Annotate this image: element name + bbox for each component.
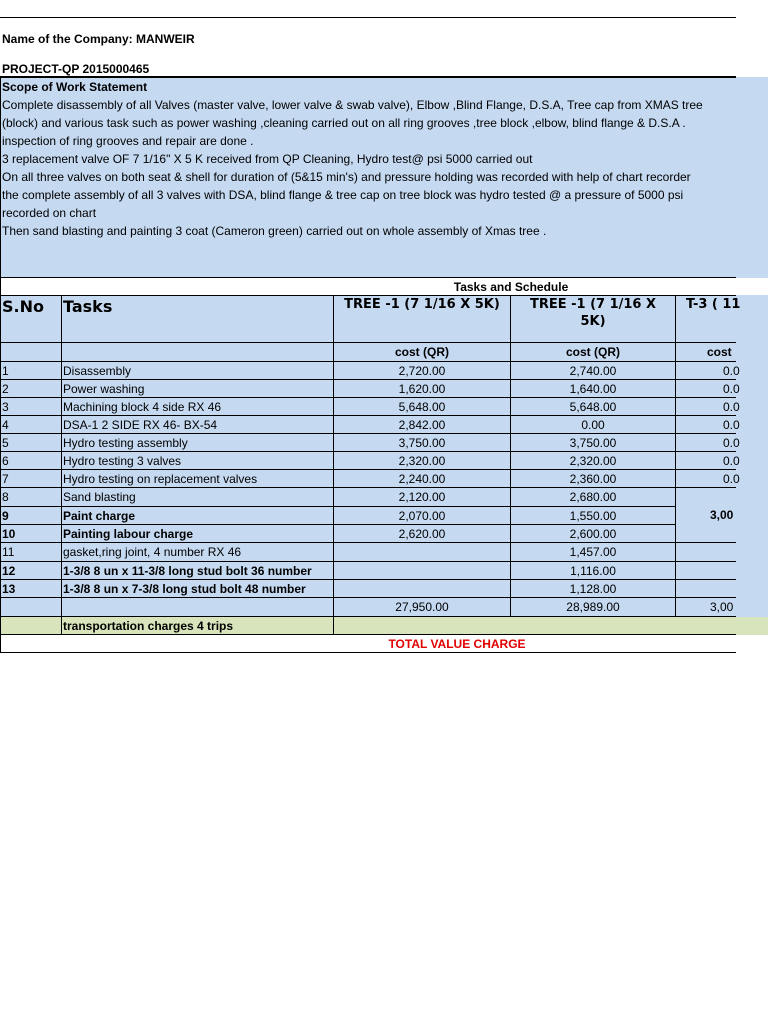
row-cost-b: 1,550.00 bbox=[569, 509, 617, 523]
row-cost-a: 2,842.00 bbox=[398, 418, 446, 432]
grid-line bbox=[0, 597, 736, 598]
row-cost-a: 2,320.00 bbox=[398, 454, 446, 468]
grid-line bbox=[0, 433, 736, 434]
row-cost-a: 2,240.00 bbox=[398, 472, 446, 486]
cost-header-a: cost (QR) bbox=[395, 345, 449, 359]
header-sno: S.No bbox=[2, 297, 44, 316]
grid-line bbox=[0, 397, 736, 398]
merged-cost-c: 3,00 bbox=[710, 508, 734, 522]
grid-line bbox=[510, 295, 511, 617]
table-title: Tasks and Schedule bbox=[453, 280, 569, 294]
grid-line bbox=[0, 616, 736, 617]
row-cost-c: 0.0 bbox=[723, 472, 740, 486]
header-t3: T-3 ( 11 bbox=[686, 297, 741, 312]
header-tree1-a: TREE -1 (7 1/16 X 5K) bbox=[344, 297, 500, 312]
row-sno: 1 bbox=[2, 364, 9, 378]
row-cost-a: 1,620.00 bbox=[398, 382, 446, 396]
scope-line: inspection of ring grooves and repair are done . bbox=[2, 134, 254, 148]
row-cost-b: 0.00 bbox=[581, 418, 605, 432]
row-cost-b: 1,116.00 bbox=[570, 564, 616, 578]
scope-line: On all three valves on both seat & shell for duration of (5&15 min's) and pressure holding was recorded with help of chart recorder bbox=[2, 170, 691, 184]
cost-header-b: cost (QR) bbox=[566, 345, 620, 359]
transport-label: transportation charges 4 trips bbox=[63, 619, 234, 633]
scope-line: 3 replacement valve OF 7 1/16" X 5 K received from QP Cleaning, Hydro test@ psi 5000 carried out bbox=[2, 152, 533, 166]
grid-line bbox=[0, 524, 676, 525]
row-task: Power washing bbox=[63, 382, 145, 396]
row-task: Hydro testing assembly bbox=[63, 436, 188, 450]
row-sno: 4 bbox=[2, 418, 9, 432]
scope-line: the complete assembly of all 3 valves with DSA, blind flange & tree cap on tree block was hydro tested @ a pressure of 5000 psi bbox=[2, 188, 684, 202]
row-sno: 7 bbox=[2, 472, 9, 486]
row-cost-b: 2,680.00 bbox=[569, 490, 617, 504]
grid-line bbox=[0, 277, 1, 653]
top-border bbox=[0, 17, 736, 18]
grid-line bbox=[0, 561, 736, 562]
row-cost-b: 5,648.00 bbox=[569, 400, 617, 414]
grid-line bbox=[0, 487, 736, 488]
grid-line bbox=[675, 295, 676, 617]
grid-line bbox=[0, 652, 736, 653]
row-cost-b: 1,640.00 bbox=[569, 382, 617, 396]
row-task: DSA-1 2 SIDE RX 46- BX-54 bbox=[63, 418, 218, 432]
total-c: 3,00 bbox=[710, 600, 734, 614]
row-task: 1-3/8 8 un x 11-3/8 long stud bolt 36 number bbox=[63, 564, 312, 578]
header-tree1-b-line1: TREE -1 (7 1/16 X bbox=[529, 297, 657, 312]
row-cost-c: 0.0 bbox=[723, 382, 740, 396]
scope-left-border bbox=[0, 77, 1, 278]
grid-line bbox=[0, 542, 736, 543]
row-cost-b: 2,320.00 bbox=[569, 454, 617, 468]
scope-line: (block) and various task such as power washing ,cleaning carried out on all ring grooves ,tree block ,elbow, blind flange & D.S.A . bbox=[2, 116, 686, 130]
grid-line bbox=[333, 295, 334, 635]
row-sno: 12 bbox=[2, 564, 16, 578]
grid-line bbox=[0, 451, 736, 452]
row-task: Paint charge bbox=[63, 509, 136, 523]
row-cost-c: 0.0 bbox=[723, 418, 740, 432]
grid-line bbox=[0, 361, 736, 362]
scope-line: Then sand blasting and painting 3 coat (Cameron green) carried out on whole assembly of Xmas tree . bbox=[2, 224, 547, 238]
row-task: Hydro testing on replacement valves bbox=[63, 472, 258, 486]
row-cost-b: 1,457.00 bbox=[569, 545, 617, 559]
row-task: 1-3/8 8 un x 7-3/8 long stud bolt 48 number bbox=[63, 582, 306, 596]
row-sno: 13 bbox=[2, 582, 16, 596]
row-sno: 3 bbox=[2, 400, 9, 414]
scope-line: Complete disassembly of all Valves (master valve, lower valve & swab valve), Elbow ,Blind Flange, D.S.A, Tree cap from XMAS tree bbox=[2, 98, 703, 112]
row-cost-a: 2,120.00 bbox=[398, 490, 446, 504]
grid-line bbox=[61, 295, 62, 635]
row-task: Painting labour charge bbox=[63, 527, 194, 541]
row-cost-a: 2,620.00 bbox=[398, 527, 446, 541]
row-sno: 5 bbox=[2, 436, 9, 450]
company-name: Name of the Company: MANWEIR bbox=[2, 32, 195, 46]
total-b: 28,989.00 bbox=[566, 600, 620, 614]
header-tasks: Tasks bbox=[63, 297, 113, 316]
row-sno: 8 bbox=[2, 490, 9, 504]
grid-line bbox=[0, 506, 676, 507]
row-cost-b: 2,740.00 bbox=[569, 364, 617, 378]
row-task: Machining block 4 side RX 46 bbox=[63, 400, 222, 414]
row-cost-a: 3,750.00 bbox=[398, 436, 446, 450]
row-cost-c: 0.0 bbox=[723, 364, 740, 378]
grid-line bbox=[0, 342, 736, 343]
grid-line bbox=[0, 379, 736, 380]
row-task: Disassembly bbox=[63, 364, 132, 378]
row-sno: 10 bbox=[2, 527, 16, 541]
row-cost-c: 0.0 bbox=[723, 436, 740, 450]
row-cost-a: 5,648.00 bbox=[398, 400, 446, 414]
row-task: Hydro testing 3 valves bbox=[63, 454, 182, 468]
row-sno: 6 bbox=[2, 454, 9, 468]
row-sno: 2 bbox=[2, 382, 9, 396]
grid-line bbox=[0, 415, 736, 416]
header-tree1-b-line2: 5K) bbox=[580, 314, 606, 329]
row-task: Sand blasting bbox=[63, 490, 136, 504]
row-cost-c: 0.0 bbox=[723, 400, 740, 414]
scope-heading: Scope of Work Statement bbox=[2, 80, 148, 94]
row-sno: 11 bbox=[2, 545, 15, 559]
total-value-charge: TOTAL VALUE CHARGE bbox=[388, 637, 526, 651]
grid-line bbox=[0, 295, 736, 296]
row-cost-c: 0.0 bbox=[723, 454, 740, 468]
grid-line bbox=[0, 469, 736, 470]
row-cost-a: 2,720.00 bbox=[398, 364, 446, 378]
row-sno: 9 bbox=[2, 509, 9, 523]
row-cost-b: 2,360.00 bbox=[569, 472, 617, 486]
row-cost-a: 2,070.00 bbox=[398, 509, 446, 523]
grid-line bbox=[0, 634, 736, 635]
total-a: 27,950.00 bbox=[395, 600, 449, 614]
grid-line bbox=[0, 579, 736, 580]
project-number: PROJECT-QP 2015000465 bbox=[2, 62, 150, 76]
row-cost-b: 3,750.00 bbox=[569, 436, 617, 450]
row-cost-b: 2,600.00 bbox=[569, 527, 617, 541]
row-cost-b: 1,128.00 bbox=[569, 582, 617, 596]
row-task: gasket,ring joint, 4 number RX 46 bbox=[63, 545, 242, 559]
scope-line: recorded on chart bbox=[2, 206, 97, 220]
cost-header-c: cost bbox=[707, 345, 732, 359]
